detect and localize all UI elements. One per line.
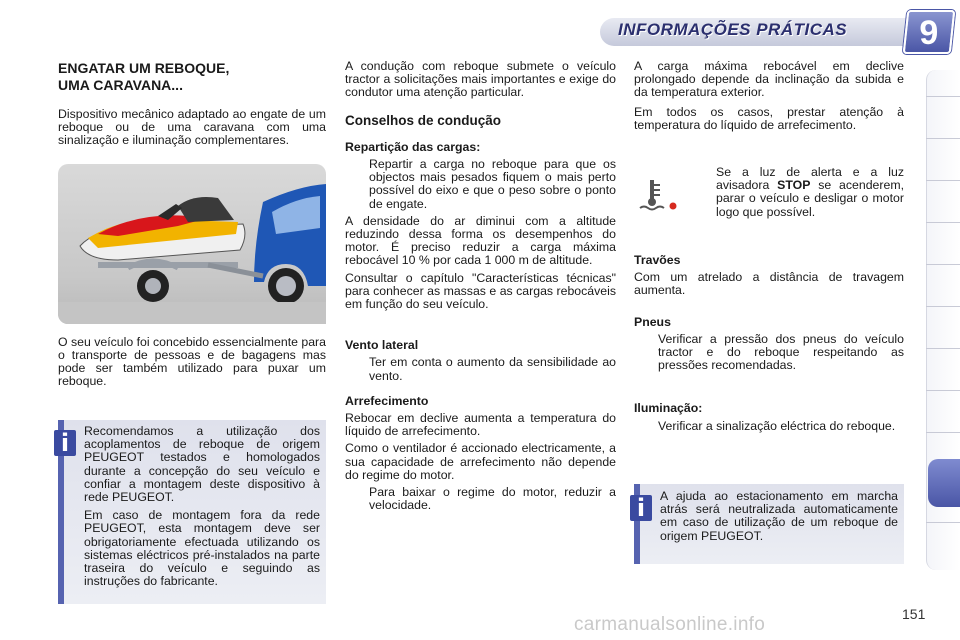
section-heading-driving-tips: Conselhos de condução bbox=[345, 112, 502, 128]
chapter-tab-divider bbox=[926, 306, 960, 307]
chapter-badge bbox=[903, 10, 956, 54]
chapter-tab-divider bbox=[926, 264, 960, 265]
chapter-tab-divider bbox=[926, 348, 960, 349]
subheading-tyres: Pneus bbox=[634, 314, 671, 329]
altitude-paragraph: A densidade do ar diminui com a altitude reduzindo dessa forma os desempenhos do motor. É preciso reduzir a carga máxima rebocável 10 % por cada 1 000 m de altitude. bbox=[345, 213, 616, 268]
cooling-paragraph-1: Rebocar em declive aumenta a temperatura do líquido de arrefecimento. bbox=[345, 411, 616, 439]
chapter-tab-divider bbox=[926, 180, 960, 181]
subheading-lighting: Iluminação: bbox=[634, 401, 703, 416]
subheading-load: Repartição das cargas: bbox=[345, 139, 481, 154]
stop-label: STOP bbox=[777, 178, 811, 193]
info-parking-text: A ajuda ao estacionamento em marcha atrás será neutralizada automaticamente em caso de utilização de um reboque de origem PEUGEOT. bbox=[660, 489, 898, 543]
subheading-cooling: Arrefecimento bbox=[345, 393, 429, 408]
chapter-tab-active[interactable] bbox=[928, 459, 960, 507]
info-icon: i bbox=[54, 430, 76, 456]
cooling-paragraph-2: Como o ventilador é accionado electricamente, a sua capacidade de arrefecimento não depende do regime do motor. bbox=[345, 441, 616, 482]
chapter-tab-divider bbox=[926, 96, 960, 97]
list-item: Ter em conta o aumento da sensibilidade ao vento. bbox=[369, 355, 616, 383]
coolant-temperature-warning-icon bbox=[638, 176, 678, 216]
chapter-tab-divider bbox=[926, 432, 960, 433]
section-title-line2: UMA CARAVANA... bbox=[58, 77, 183, 93]
chapter-tab-divider bbox=[926, 522, 960, 523]
jetski-trailer-image bbox=[58, 164, 326, 324]
chapter-tab-divider bbox=[926, 138, 960, 139]
subheading-brakes: Travões bbox=[634, 253, 681, 268]
info-paragraph-2: Em caso de montagem fora da rede PEUGEOT, esta montagem deve ser obrigatoriamente efectuada utilizando os sistemas eléctricos pré-instalados na parte traseira do veículo e seguindo as instruções do fabricante. bbox=[84, 508, 320, 589]
consult-paragraph: Consultar o capítulo "Características técnicas" para conhecer as massas e as cargas rebocáveis em função do seu veículo. bbox=[345, 270, 616, 312]
temperature-paragraph: Em todos os casos, prestar atenção à temperatura do líquido de arrefecimento. bbox=[634, 104, 904, 132]
driving-intro: A condução com reboque submete o veículo tractor a solicitações mais importantes e exige do condutor uma atenção particular. bbox=[345, 59, 616, 100]
chapter-number: 9 bbox=[919, 14, 939, 52]
intro-paragraph: Dispositivo mecânico adaptado ao engate de um reboque ou de uma caravana com uma sinalização e iluminação complementares. bbox=[58, 107, 326, 148]
page-header bbox=[560, 8, 960, 56]
info-paragraph-1: Recomendamos a utilização dos acoplamentos de reboque de origem PEUGEOT testados e homologados durante a concepção do seu veículo e confiar a montagem deste dispositivo à rede PEUGEOT. bbox=[84, 424, 320, 505]
column-middle bbox=[345, 60, 616, 512]
list-item: Para baixar o regime do motor, reduzir a velocidade. bbox=[369, 485, 616, 513]
subheading-crosswind: Vento lateral bbox=[345, 338, 419, 353]
brakes-paragraph: Com um atrelado a distância de travagem aumenta. bbox=[634, 270, 904, 298]
chapter-tab-divider bbox=[926, 390, 960, 391]
list-item: Repartir a carga no reboque para que os objectos mais pesados fiquem o mais perto possível do eixo e que o peso sobre o ponto de engate. bbox=[369, 157, 616, 211]
body-paragraph: O seu veículo foi concebido essencialmente para o transporte de pessoas e de bagagens mas pode ser também utilizado para puxar um reboque. bbox=[58, 334, 326, 389]
list-item: Verificar a pressão dos pneus do veículo tractor e do reboque respeitando as pressões recomendadas. bbox=[658, 331, 904, 373]
section-title-line1: ENGATAR UM REBOQUE, bbox=[58, 60, 230, 76]
column-left bbox=[58, 60, 326, 388]
trailer-illustration bbox=[58, 164, 326, 324]
warning-block bbox=[634, 166, 904, 234]
page-number: 151 bbox=[902, 606, 926, 622]
info-box-parking-aid bbox=[634, 484, 904, 564]
list-item: Se a luz de alerta e a luz avisadora STOP se acenderem, parar o veículo e desligar o motor logo que possível. bbox=[716, 165, 904, 219]
info-icon: i bbox=[630, 495, 652, 521]
slope-paragraph: A carga máxima rebocável em declive prolongado depende da inclinação da subida e da temperatura exterior. bbox=[634, 59, 904, 100]
list-item: Verificar a sinalização eléctrica do reboque. bbox=[658, 418, 896, 433]
column-right bbox=[634, 60, 904, 433]
chapter-tab-divider bbox=[926, 222, 960, 223]
watermark-text: carmanualsonline.info bbox=[574, 614, 766, 635]
page-title: INFORMAÇÕES PRÁTICAS bbox=[618, 20, 848, 39]
info-box-recommendation bbox=[58, 420, 326, 604]
